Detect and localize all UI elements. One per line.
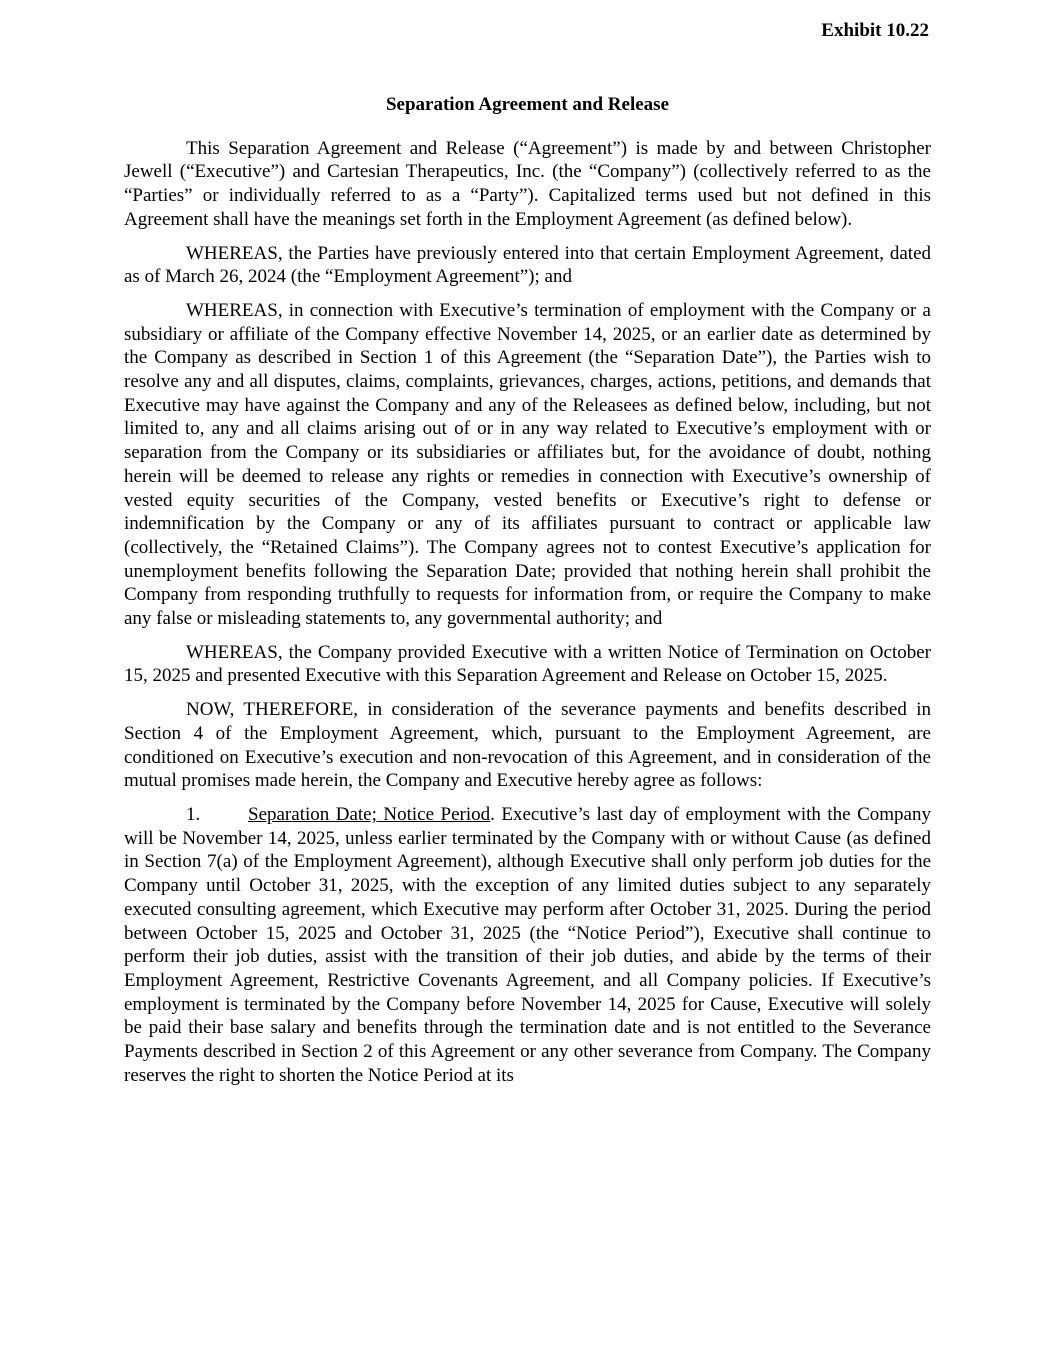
section-1-number: 1. xyxy=(186,803,201,825)
intro-paragraph: This Separation Agreement and Release (“Agreement”) is made by and between Christopher Jewell (“Executive”) and Cartesian Therapeutics, Inc. (the “Company”) (collectively referred to as the “Parties” or individually referred to as a “Party”). Capitalized terms used but not defined in this Agreement shall have the meanings set forth in the Employment Agreement (as defined below). xyxy=(124,137,931,230)
now-therefore-paragraph: NOW, THEREFORE, in consideration of the severance payments and benefits described in Section 4 of the Employment Agreement, which, pursuant to the Employment Agreement, are conditioned on Executive’s execution and non-revocation of this Agreement, and in consideration of the mutual promises made herein, the Company and Executive hereby agree as follows: xyxy=(124,699,931,792)
whereas-termination-paragraph: WHEREAS, in connection with Executive’s termination of employment with the Company or a subsidiary or affiliate of the Company effective November 14, 2025, or an earlier date as determined by the Company as described in Section 1 of this Agreement (the “Separation Date”), the Parties wish to resolve any and all disputes, claims, complaints, grievances, charges, actions, petitions, and demands that Executive may have against the Company and any of the Releasees as defined below, including, but not limited to, any and all claims arising out of or in any way related to Executive’s employment with or separation from the Company or its subsidiaries or affiliates but, for the avoidance of doubt, nothing herein will be deemed to release any rights or remedies in connection with Executive’s ownership of vested equity securities of the Company, vested benefits or Executive’s right to defense or indemnification by the Company or any of its affiliates pursuant to contract or applicable law (collectively, the “Retained Claims”). The Company agrees not to contest Executive’s application for unemployment benefits following the Separation Date; provided that nothing herein shall prohibit the Company from responding truthfully to requests for information from, or require the Company to make any false or misleading statements to, any governmental authority; and xyxy=(124,299,931,630)
section-1-text: . Executive’s last day of employment with the Company will be November 14, 2025, unless earlier terminated by the Company with or without Cause (as defined in Section 7(a) of the Employment Agreement), although Executive shall only perform job duties for the Company until October 31, 2025, with the exception of any limited duties subject to any separately executed consulting agreement, which Executive may perform after October 31, 2025. During the period between October 15, 2025 and October 31, 2025 (the “Notice Period”), Executive shall continue to perform their job duties, assist with the transition of their job duties, and abide by the terms of their Employment Agreement, Restrictive Covenants Agreement, and all Company policies. If Executive’s employment is terminated by the Company before November 14, 2025 for Cause, Executive will solely be paid their base salary and benefits through the termination date and is not entitled to the Severance Payments described in Section 2 of this Agreement or any other severance from Company. The Company reserves the right to shorten the Notice Period at its xyxy=(124,803,931,1086)
section-1-paragraph xyxy=(124,803,931,1087)
document-body xyxy=(124,93,931,1097)
whereas-notice-paragraph: WHEREAS, the Company provided Executive with a written Notice of Termination on October 15, 2025 and presented Executive with this Separation Agreement and Release on October 15, 2025. xyxy=(124,641,931,687)
document-title: Separation Agreement and Release xyxy=(385,94,670,115)
exhibit-label: Exhibit 10.22 xyxy=(821,20,929,41)
whereas-employment-paragraph: WHEREAS, the Parties have previously entered into that certain Employment Agreement, dated as of March 26, 2024 (the “Employment Agreement”); and xyxy=(124,242,931,288)
section-1-heading: Separation Date; Notice Period xyxy=(248,803,491,825)
